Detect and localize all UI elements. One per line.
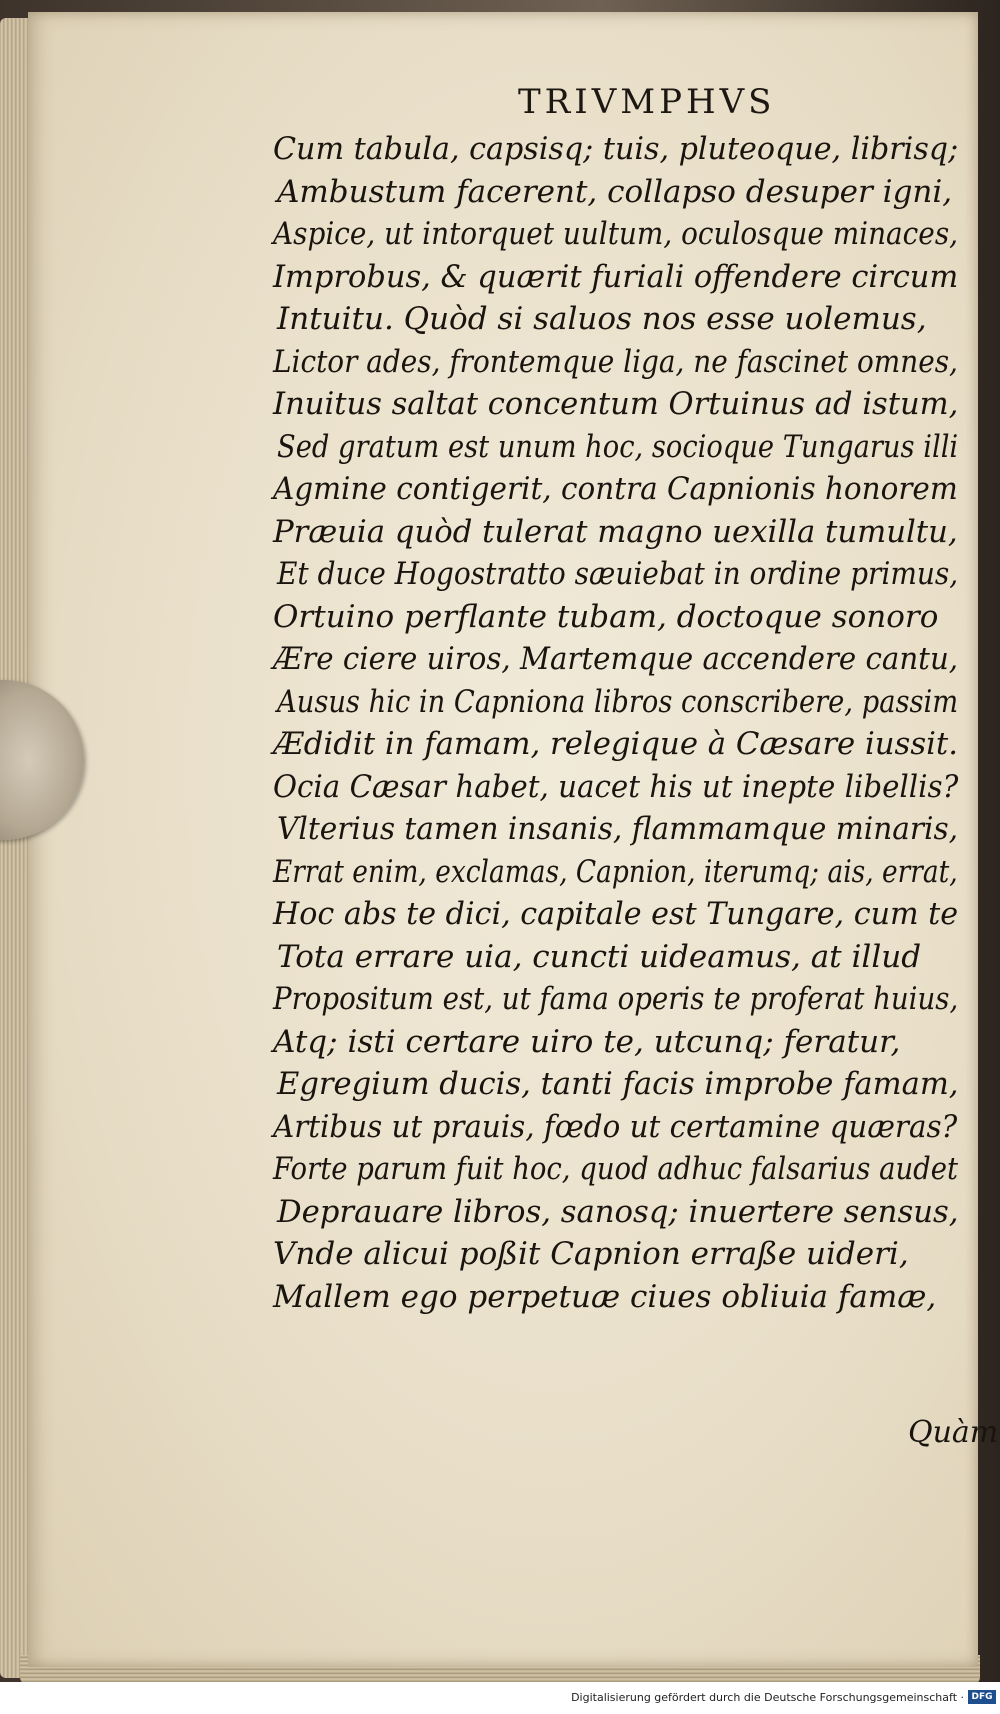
verse-line: Et duce Hogostratto sæuiebat in ordine primus, (277, 556, 959, 592)
verse-line: Vnde alicui poßit Capnion erraße uideri, (273, 1236, 909, 1272)
verse-line: Ortuino perflante tubam, doctoque sonoro (273, 598, 939, 635)
verse-line: Atq; isti certare uiro te, utcunq; feratur, (273, 1023, 901, 1060)
verse-line: Sed gratum est unum hoc, socioque Tungarus illi (277, 428, 959, 465)
dfg-logo: DFG (968, 1690, 996, 1704)
verse-line: Ausus hic in Capniona libros conscribere, passim (277, 683, 959, 720)
verse-line: Vlterius tamen insanis, flammamque minaris, (277, 811, 959, 847)
verse-line: Artibus ut prauis, fœdo ut certamine quæras? (273, 1108, 958, 1145)
verse-line: Improbus, & quærit furiali offendere circum (273, 258, 959, 295)
verse-line: Inuitus saltat concentum Ortuinus ad istum, (273, 386, 959, 422)
verse-line: Ocia Cæsar habet, uacet his ut inepte libellis? (273, 768, 959, 805)
verse-line: Forte parum fuit hoc, quod adhuc falsarius audet (273, 1151, 959, 1187)
catchword: Quàm (908, 1415, 999, 1450)
verse-line: Ære ciere uiros, Martemque accendere cantu, (273, 641, 959, 677)
footer-credit: Digitalisierung gefördert durch die Deutsche Forschungsgemeinschaft · (571, 1691, 964, 1704)
verse-line: Tota errare uia, cuncti uideamus, at illud (277, 938, 922, 975)
verse-line: Præuia quòd tulerat magno uexilla tumultu, (273, 513, 958, 550)
verse-line: Propositum est, ut fama operis te proferat huius, (273, 981, 959, 1017)
verse-line: Agmine contigerit, contra Capnionis honorem (273, 471, 958, 507)
book-page (28, 12, 999, 1667)
verse-line: Intuitu. Quòd si saluos nos esse uolemus, (277, 301, 927, 337)
verse-line: Ambustum facerent, collapso desuper igni, (277, 173, 953, 210)
verse-line: Ædidit in famam, relegique à Cæsare iussit. (273, 726, 959, 762)
verse-line: Lictor ades, frontemque liga, ne fascinet omnes, (273, 343, 958, 380)
verse-line: Aspice, ut intorquet uultum, oculosque minaces, (273, 216, 959, 252)
verse-line: Cum tabula, capsisq; tuis, pluteoque, librisq; (273, 131, 959, 167)
verse-line: Egregium ducis, tanti facis improbe famam, (277, 1066, 959, 1102)
verse-line: Deprauare libros, sanosq; inuertere sensus, (277, 1193, 959, 1230)
verse-line: Errat enim, exclamas, Capnion, iterumq; ais, errat, (273, 853, 958, 890)
verse-line: Hoc abs te dici, capitale est Tungare, cum te (273, 896, 959, 932)
running-head: TRIVMPHVS (518, 82, 776, 122)
verse-line: Mallem ego perpetuæ ciues obliuia famæ, (273, 1278, 937, 1315)
